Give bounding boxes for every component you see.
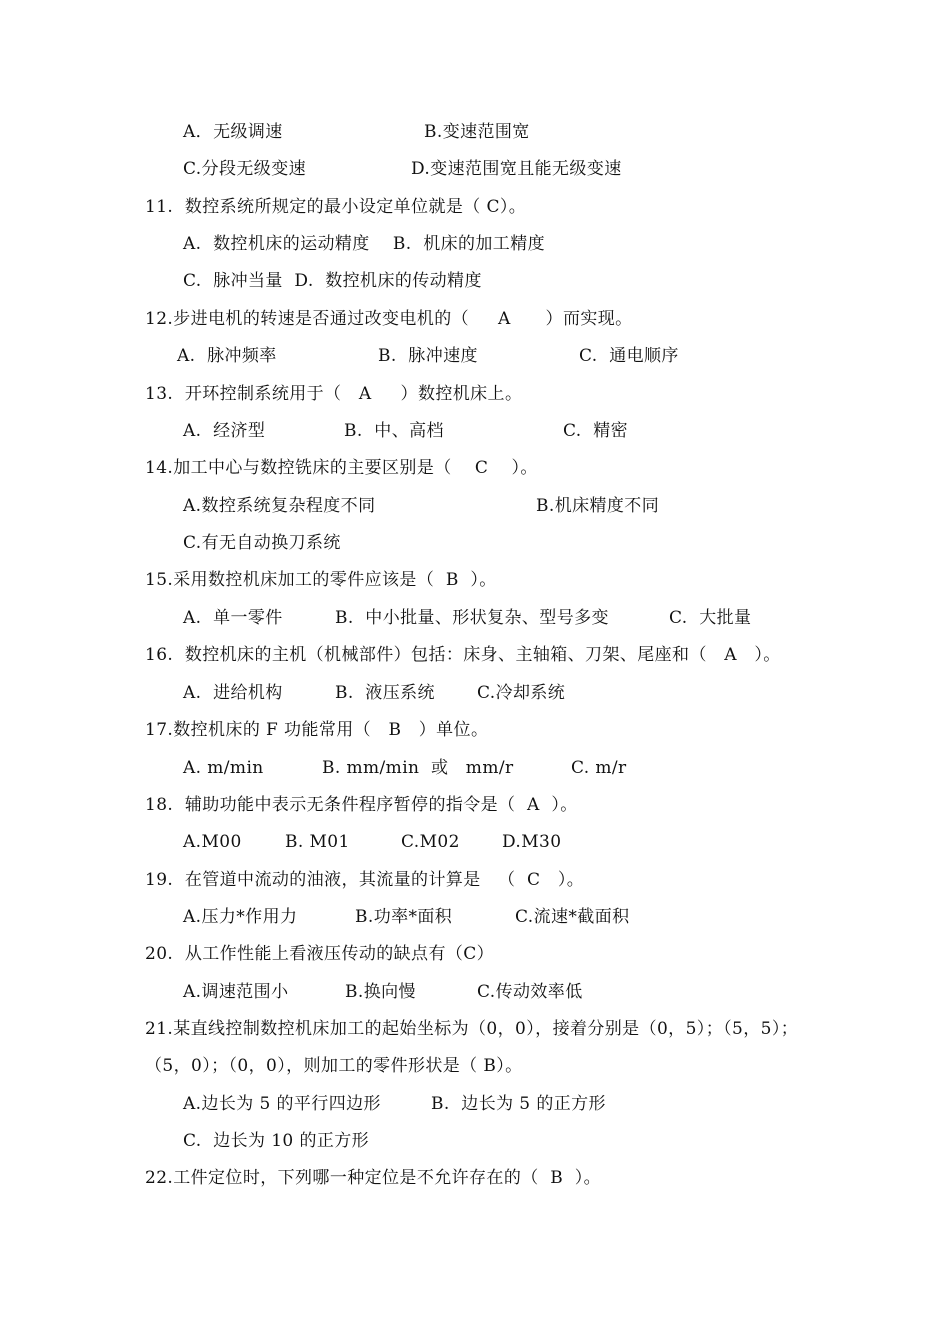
text-line: A. 进给机构: [183, 683, 283, 703]
text-line: C. m/r: [571, 758, 627, 778]
text-line: （5，0）；（0，0），则加工的零件形状是（ B）。: [145, 1056, 523, 1076]
text-line: C.分段无级变速: [183, 159, 307, 179]
text-line: B. mm/min 或 mm/r: [322, 758, 514, 778]
text-line: 11. 数控系统所规定的最小设定单位就是（ C）。: [145, 197, 527, 217]
text-line: B. 脉冲速度: [378, 346, 478, 366]
text-line: 22.工件定位时，下列哪一种定位是不允许存在的（ B ）。: [145, 1168, 602, 1188]
text-line: B. 中、高档: [344, 421, 444, 441]
text-line: 14.加工中心与数控铣床的主要区别是（ C ）。: [145, 458, 538, 478]
text-line: D.M30: [502, 832, 562, 852]
text-line: A. m/min: [183, 758, 264, 778]
text-line: A. 数控机床的运动精度 B. 机床的加工精度: [183, 234, 546, 254]
text-line: B. 边长为 5 的正方形: [431, 1094, 606, 1114]
text-line: C. 精密: [563, 421, 629, 441]
text-line: A. 经济型: [183, 421, 266, 441]
text-line: A.压力*作用力: [183, 907, 298, 927]
text-line: B. M01: [285, 832, 350, 852]
text-line: A. 单一零件: [183, 608, 283, 628]
text-line: A.调速范围小: [183, 982, 289, 1002]
text-line: B.功率*面积: [355, 907, 453, 927]
text-line: 18. 辅助功能中表示无条件程序暂停的指令是（ A ）。: [145, 795, 578, 815]
text-line: A. 脉冲频率: [177, 346, 277, 366]
text-line: 12.步进电机的转速是否通过改变电机的（ A ）而实现。: [145, 309, 633, 329]
text-line: D.变速范围宽且能无级变速: [411, 159, 622, 179]
text-line: 19. 在管道中流动的油液，其流量的计算是 （ C ）。: [145, 870, 585, 890]
text-line: A．无级调速: [183, 122, 283, 142]
text-line: B.机床精度不同: [536, 496, 660, 516]
text-line: C.传动效率低: [477, 982, 583, 1002]
text-line: C.冷却系统: [477, 683, 566, 703]
text-line: A.M00: [183, 832, 242, 852]
text-line: C.流速*截面积: [515, 907, 630, 927]
text-line: C. 大批量: [669, 608, 752, 628]
text-line: C. 脉冲当量 D. 数控机床的传动精度: [183, 271, 482, 291]
text-line: C.M02: [401, 832, 460, 852]
text-line: 15.采用数控机床加工的零件应该是（ B ）。: [145, 570, 497, 590]
text-line: A.边长为 5 的平行四边形: [183, 1094, 381, 1114]
text-line: B.变速范围宽: [424, 122, 530, 142]
text-line: C.有无自动换刀系统: [183, 533, 341, 553]
text-line: 17.数控机床的 F 功能常用（ B ）单位。: [145, 720, 489, 740]
text-line: B.换向慢: [345, 982, 416, 1002]
text-line: 13. 开环控制系统用于（ A ）数控机床上。: [145, 384, 523, 404]
text-line: B. 中小批量、形状复杂、型号多变: [335, 608, 609, 628]
text-line: C. 通电顺序: [579, 346, 679, 366]
text-line: B. 液压系统: [335, 683, 435, 703]
text-line: C. 边长为 10 的正方形: [183, 1131, 370, 1151]
text-line: A.数控系统复杂程度不同: [183, 496, 376, 516]
text-line: 20. 从工作性能上看液压传动的缺点有（C）: [145, 944, 495, 964]
text-line: 21.某直线控制数控机床加工的起始坐标为（0，0），接着分别是（0，5）；（5，5）；: [145, 1019, 799, 1039]
text-line: 16. 数控机床的主机（机械部件）包括：床身、主轴箱、刀架、尾座和（ A ）。: [145, 645, 781, 665]
